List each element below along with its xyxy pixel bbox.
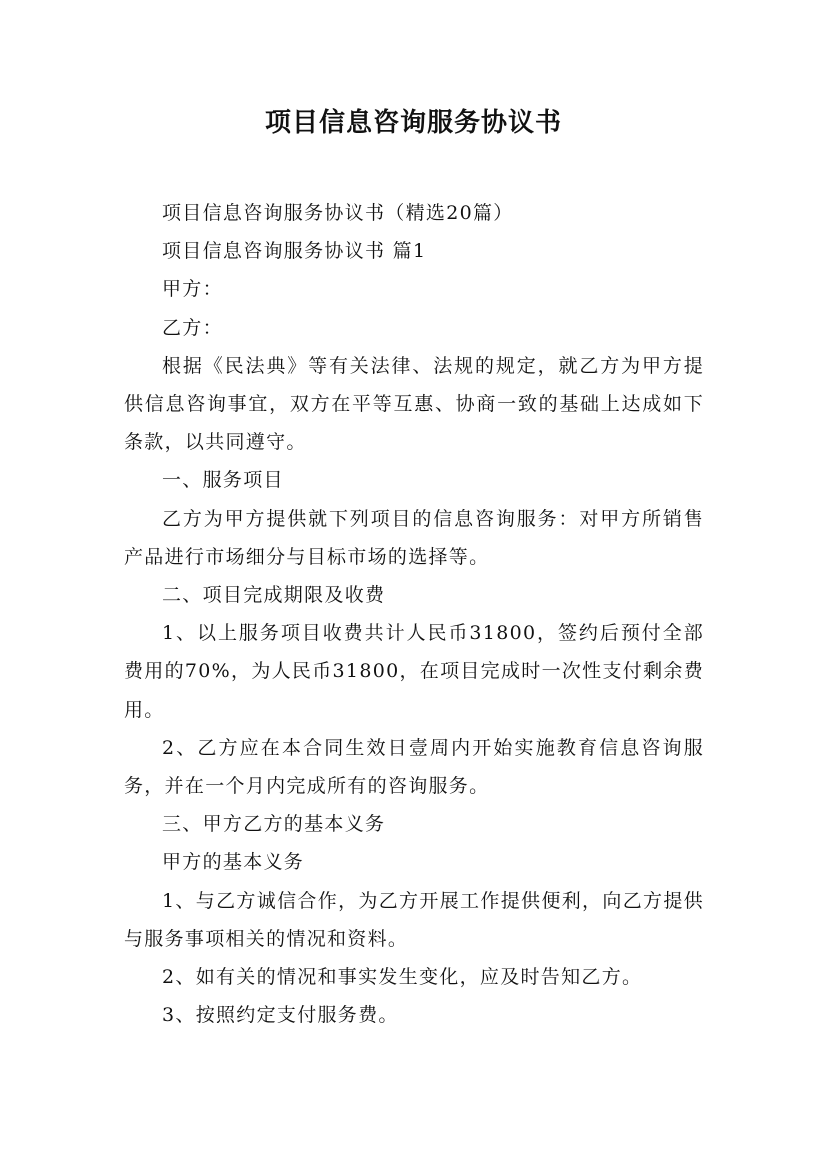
paragraph-heading-service: 一、服务项目: [162, 469, 284, 492]
paragraph-section-heading: 项目信息咨询服务协议书 篇1: [162, 240, 427, 263]
paragraph-heading-term-fee: 二、项目完成期限及收费: [162, 584, 386, 607]
paragraph-term-clause: 2、乙方应在本合同生效日壹周内开始实施教育信息咨询服务，并在一个月内完成所有的咨询服务。: [124, 736, 704, 798]
paragraph-obligation-3: 3、按照约定支付服务费。: [162, 1004, 399, 1027]
paragraph-subtitle: 项目信息咨询服务协议书（精选20篇）: [162, 202, 514, 224]
paragraph-service-content: 乙方为甲方提供就下列项目的信息咨询服务：对甲方所销售产品进行市场细分与目标市场的选择等。: [124, 507, 704, 568]
paragraph-heading-obligations: 三、甲方乙方的基本义务: [162, 813, 386, 836]
document-title: 项目信息咨询服务协议书: [264, 108, 562, 138]
paragraph-preamble: 根据《民法典》等有关法律、法规的规定，就乙方为甲方提供信息咨询事宜，双方在平等互惠、协商一致的基础上达成如下条款，以共同遵守。: [124, 354, 704, 454]
document-body: [124, 194, 704, 1034]
paragraph-party-b: 乙方：: [162, 316, 223, 339]
paragraph-party-a: 甲方：: [162, 278, 223, 301]
paragraph-party-a-obligations-heading: 甲方的基本义务: [162, 851, 305, 874]
paragraph-fee-clause: 1、以上服务项目收费共计人民币31800，签约后预付全部费用的70%，为人民币31800，在项目完成时一次性支付剩余费用。: [124, 622, 704, 721]
paragraph-obligation-2: 2、如有关的情况和事实发生变化，应及时告知乙方。: [162, 966, 643, 989]
paragraph-obligation-1: 1、与乙方诚信合作，为乙方开展工作提供便利，向乙方提供与服务事项相关的情况和资料。: [124, 889, 704, 950]
